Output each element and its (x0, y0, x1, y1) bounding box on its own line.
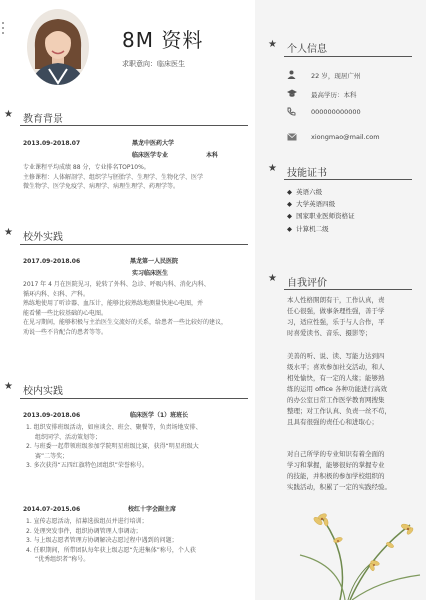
star-icon: ★ (268, 39, 277, 50)
star-icon: ★ (268, 163, 277, 174)
external-line: 熟练地使用了听诊器、血压计，能够比较熟练地测量快速心电图，并 (23, 300, 204, 307)
list-item: 组织同学、活动策划等； (35, 433, 102, 441)
list-item: 2. 处理突发事件，组织协调管理人事调动； (26, 527, 142, 535)
list-item: 3. 与上级志愿者管理方协调解决志愿过程中遇到的问题； (26, 537, 178, 544)
internal-job2-date: 2014.07-2015.06 (23, 506, 81, 513)
education-date: 2013.09-2018.07 (23, 140, 81, 147)
evaluation-paragraph-3: 对自己所学的专业知识有着全面的 学习和掌握，能够很好的掌握专业 的技能，并积极的参加学校组织的 实践活动，积累了一定的实践经验。 (287, 450, 391, 491)
internal-job2-title: 校红十字会副主席 (128, 506, 177, 513)
education-line: 专业课程平均成绩 88 分，专业排名TOP10%。 (23, 164, 150, 171)
mail-icon (287, 133, 297, 143)
education-degree: 本科 (206, 152, 219, 159)
orchid-decoration (280, 485, 426, 600)
section-divider (20, 244, 248, 245)
section-divider (284, 179, 412, 180)
user-icon (287, 70, 296, 81)
external-date: 2017.09-2018.06 (23, 258, 81, 265)
star-icon: ★ (4, 227, 13, 238)
graduation-cap-icon (287, 89, 297, 100)
external-line: 能看懂一些比较基础的心电图。 (23, 309, 108, 317)
education-school: 黑龙中医药大学 (132, 140, 175, 147)
education-line: 主修课程：人体解剖学、组织学与胚胎学、生理学、生物化学、医学 (23, 173, 204, 181)
section-divider (20, 125, 248, 126)
external-line: 2017 年 4 月在医院见习，轮转了外科、急诊、呼吸内科、消化内科、 (23, 281, 210, 288)
menu-dots-icon (2, 22, 6, 37)
phone-number: 000000000000 (311, 108, 361, 116)
list-item: 2. 与班委一起带领班级参加学院明星班级比赛，获得“明星班级大 (26, 443, 199, 450)
star-icon: ★ (4, 109, 13, 120)
evaluation-paragraph-1: 本人性格開朗有干，工作认真，责 任心很强，做事条理性强，善于学 习，适应性强，乐于与人合作，平 时喜爱读书、音乐、摄影等； (287, 296, 385, 337)
skill-item: ◆ 计算机二级 (287, 225, 329, 233)
candidate-name: 8M 资料 (122, 28, 204, 52)
avatar (27, 9, 89, 85)
section-divider (20, 398, 248, 399)
external-line: 循环内科、妇科、产科。 (23, 290, 90, 298)
list-item: 1. 组织安排班级活动，如座谈会、班会、聚餐等，负责场地安排、 (26, 424, 202, 431)
skill-item: ◆ 大学英语四级 (287, 200, 336, 208)
list-item: 1. 宣传志愿活动，招募选拔组员并进行培训； (26, 518, 148, 525)
phone-icon (287, 107, 296, 118)
internal-job1-list (26, 423, 254, 471)
external-line: 在见习期间，能够积极与主治医生交流好的关系，给患者一些比较好的建议， (23, 319, 228, 326)
internal-job2-list (26, 517, 258, 565)
star-icon: ★ (4, 381, 13, 392)
age-city: 22 岁，现居广州 (311, 72, 361, 80)
education-details (23, 163, 255, 192)
section-divider (284, 56, 412, 57)
highest-education: 最高学历：本科 (311, 91, 357, 99)
education-major: 临床医学专业 (132, 152, 169, 159)
section-title-skills: 技能证书 (287, 168, 327, 179)
star-icon: ★ (268, 273, 277, 284)
section-title-evaluation: 自我评价 (287, 278, 327, 289)
external-role: 实习临床医生 (132, 270, 169, 277)
education-line: 微生物学、医学免疫学、病理学、病理生理学、药理学等。 (23, 183, 180, 190)
skill-item: ◆ 英语六级 (287, 188, 323, 196)
section-title-external: 校外实践 (23, 232, 63, 243)
internal-job1-date: 2013.09-2018.06 (23, 412, 81, 419)
list-item: 赛”二等奖； (35, 452, 69, 460)
section-title-info: 个人信息 (287, 44, 327, 55)
internal-job1-title: 临床医学（1）班班长 (130, 412, 189, 419)
email-link[interactable]: xiongmao@mail.com (311, 133, 380, 141)
external-details (23, 280, 255, 337)
section-divider (284, 289, 412, 290)
list-item: 4. 任职期间，所带团队每年获上级志愿“先进集体”称号，个人获 (26, 546, 196, 554)
section-title-internal: 校内实践 (23, 386, 63, 397)
evaluation-paragraph-2: 美善的听、说、读、写能力达到四 级水平；喜欢参加社交活动，和人 相处愉快，有一定的人缘；能够熟 练的运用 office 各种功能进行高效 的办公室日常工作医学教育网搜集 整理；对工作认真、负责一丝不苟， 且具有很强的责任心和进取心； (287, 352, 391, 426)
external-line: 劝说一些不肯配合的患者等等。 (23, 328, 108, 336)
list-item: 3. 多次获得“五四红旗特色团组织”荣誉称号。 (26, 462, 148, 469)
list-item: “优秀组织者”称号。 (35, 556, 90, 563)
skill-item: ◆ 国家职业医师资格证 (287, 212, 355, 220)
job-intent: 求职意向：临床医生 (122, 60, 185, 68)
external-org: 黑龙第一人民医院 (130, 258, 179, 265)
section-title-education: 教育背景 (23, 114, 63, 125)
